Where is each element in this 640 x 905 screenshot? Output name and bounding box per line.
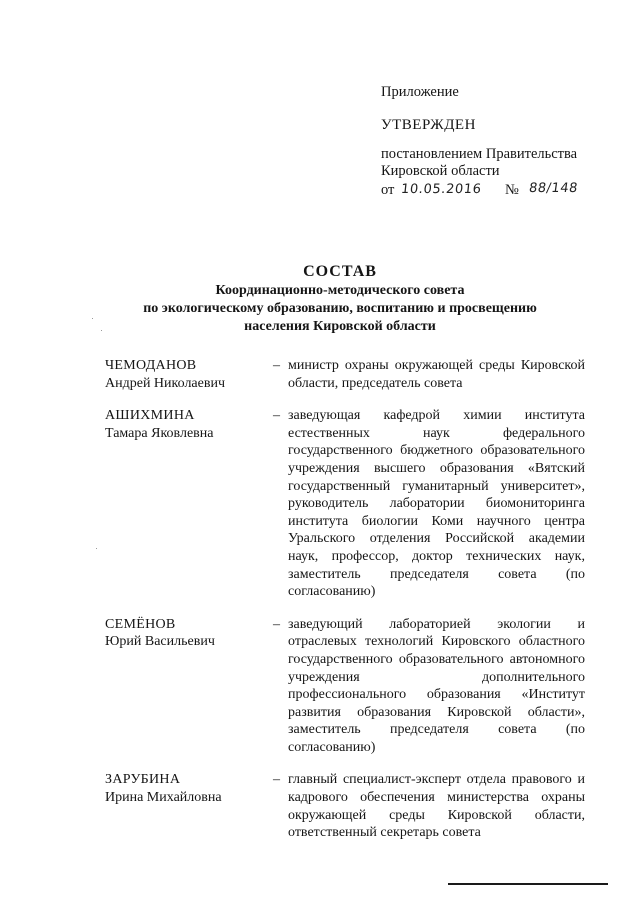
scan-speck: [101, 330, 102, 331]
member-given-name: Андрей Николаевич: [105, 375, 225, 391]
members-list: [105, 357, 585, 842]
decree-date-number: [381, 182, 621, 200]
appendix-label: Приложение: [381, 84, 459, 100]
member-dash: –: [273, 408, 280, 424]
member-dash: –: [273, 358, 280, 373]
approved-label: УТВЕРЖДЕН: [381, 117, 476, 133]
handwritten-number: 88/148: [527, 181, 579, 196]
heading-line-2: по экологическому образованию, воспитанию и просвещению: [143, 301, 537, 316]
heading-line-3: населения Кировской области: [244, 319, 436, 334]
signature-rule: [448, 883, 608, 885]
member-name: [105, 357, 275, 392]
member-dash: –: [273, 616, 280, 632]
heading-line-1: Координационно-методического совета: [215, 283, 465, 298]
member-entry: [105, 357, 585, 392]
member-name: [105, 771, 275, 806]
member-name: [105, 616, 275, 651]
handwritten-date: 10.05.2016: [400, 182, 483, 197]
member-dash: –: [273, 772, 280, 788]
member-role: министр охраны окружающей среды Кировской области, председатель совета: [288, 358, 585, 391]
number-sign: №: [505, 182, 519, 198]
approval-block: [381, 84, 621, 200]
member-given-name: Тамара Яковлевна: [105, 425, 214, 441]
member-entry: [105, 616, 585, 757]
member-given-name: Ирина Михайловна: [105, 790, 222, 806]
member-name: [105, 407, 275, 442]
scan-speck: [96, 548, 97, 549]
decree-line-2: Кировской области: [381, 163, 500, 179]
document-heading: [80, 262, 600, 336]
decree-line-1: постановлением Правительства: [381, 146, 578, 162]
date-prefix: от: [381, 182, 395, 198]
heading-title: СОСТАВ: [303, 263, 377, 280]
member-surname: ЧЕМОДАНОВ: [105, 358, 197, 373]
member-role: заведующая кафедрой химии института естественных наук федерального государственного бюджетного образовательного учреждения высшего образования «Вятский государственный гуманитарный университет», руководитель лаборатории биомониторинга института биологии Коми научного центра Уральского отделения Российской академии наук, профессор, доктор технических наук, заместитель председателя совета (по согласованию): [288, 408, 585, 600]
decree-reference: [381, 146, 621, 200]
member-surname: ЗАРУБИНА: [105, 772, 181, 788]
member-role: заведующий лабораторией экологии и отраслевых технологий Кировского областного государственного образовательного автономного учреждения дополнительного профессионального образования «Институт развития образования Кировской области», заместитель председателя совета (по согласованию): [288, 616, 585, 755]
member-surname: СЕМЁНОВ: [105, 616, 176, 632]
member-surname: АШИХМИНА: [105, 408, 195, 424]
member-given-name: Юрий Васильевич: [105, 634, 215, 650]
member-entry: [105, 771, 585, 841]
member-entry: [105, 407, 585, 601]
scan-speck: [92, 318, 93, 319]
member-role: главный специалист-эксперт отдела правового и кадрового обеспечения министерства охраны окружающей среды Кировской области, ответственный секретарь совета: [288, 772, 585, 841]
